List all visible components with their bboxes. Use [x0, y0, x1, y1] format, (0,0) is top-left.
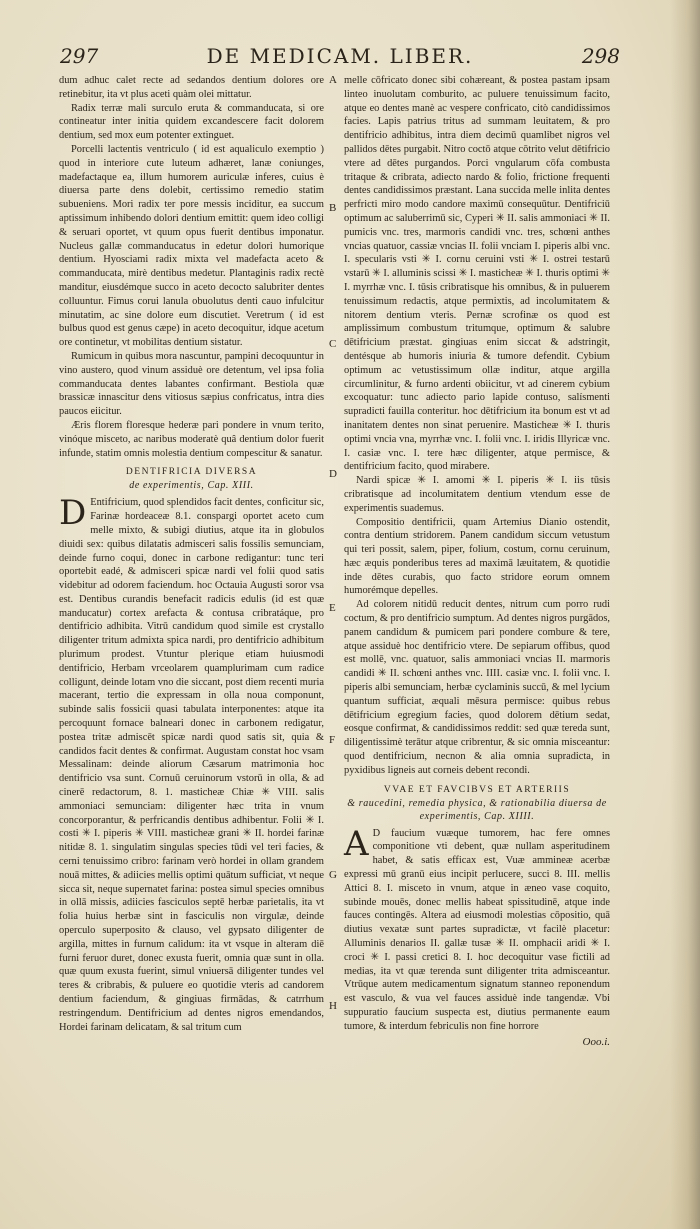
folio-number-right: 298	[581, 44, 620, 68]
chapter-heading-caps: DENTIFRICIA DIVERSA	[125, 467, 258, 478]
page-spine-shadow	[670, 0, 700, 1229]
paragraph: melle cōfricato donec sibi cohæreant, & postea pastam ipsam linteo inuolutam comburito, ac puluere tenuissimum facito, atque eo dentes manè ac vespere confricato, citò candidissimos facies. Lapis patrius tritus ad summam leuitatem, & pro dentifricio adhibitus, intra diem decimū quamlibet nigros vel pallidos dētes purgabit. Nitro coctō atque cōtrito velut dētifricio vtere ad dētes purgandos. Porci vngularum cōfa combusta tritaque & cribrata, adiecto nardo & folio, frictione frequenti dentes candidissimos præstant. Lana succida melle inlita dentes perfricti miro modo candore maximū consequūtur. Dentifriciū optimum ac saluberrimū sic, Cyperi ✳ II. salis ammoniaci ✳ II. pumicis vnc. tres, marmoris candidi vnc. tres, schœni anthes vncias quatuor, cassiæ vncias II. folii vnciam I. piperis albi vnc. I. specularis vsti ✳ I. cornu ceruini vsti ✳ I. ostrei testarū vstarū ✳ I. alluminis scissi ✳ I. masticheæ ✳ I. thuris optimi ✳ I. myrrhæ vnc. I. tūsis cribratisque his omnibus, & in puluerem tenuissimum redactis, atque permixtis, ad incolumitatem & nitorem dentium vteris. Pernæ scrofinæ os quod est amplissimum combustum tritumque, optimum & salubre dētifricium præstat. gingiuas enim siccat & adstringit, dentésque ab humoris iniuria & tumore defendit. Cybium optimum ac vetustissimum ollæ inditur, atque argilla circumlinitur, & furno ardenti obiicitur, vt ad cinerem cybium excoquatur: tunc adiecto pario lapide contuso, salísmenti supradicti fauilla conteritur. hoc dētifricium ita bonum est vt ad inanitatem dentes non sinat peruenire. Masticheæ ✳ I. thuris optimi vncia vna, myrrhæ vnc. I. folii vnc. I. iridis Illyricæ vnc. I. casiæ vnc. I. tere hæc diligenter, atque permisce, & dentifricium facito, quod mirabere.	[344, 75, 610, 473]
margin-letter: D	[329, 468, 337, 480]
paragraph-text: D faucium vuæque tumorem, hac fere omnes componitione vti debent, quæ nullam asperitudinem habet, & satis efficax est, Vuæ ammineæ acerbæ expressi mū granū eius incipit perlucere, succi 8. III. mellis Attici 8. I. misceto in vnum, atque in æneo vase coquito, subinde mouēs, donec mellis habeat spissitudinē, atque inde fauces contingēs. Altera ad eiusmodi molestias cōpositio, quā diutius vexatæ sunt partes supradictæ, vt facilè placetur: Alluminis denarios II. gallæ tusæ ✳ II. omphacii aridi ✳ I. croci ✳ I. passi cretici 8. I. hoc decoquitur vase fictili ad medias, ita vt quæ terenda sunt diligenter trita admisceantur. Vtrūque autem medicamentum signatum stanneo reponendum est vasculo, & vua vel fauces assiduè inde tangendæ. Vbi suppuratio faucium suspecta est, diutius permanente eaum tumore, & interdum febriculis non fine horrore	[344, 827, 610, 1032]
chapter-heading-subtitle: & raucedini, remedia physica, & rationabilia diuersa de experimentis, Cap. XIIII.	[347, 797, 607, 822]
margin-letter: C	[329, 338, 337, 350]
paragraph: Ad colorem nitidū reducit dentes, nitrum cum porro rudi coctum, & pro dentifricio sumptum. Ad dentes nigros purgādos, panem candidum & pumicem pari pondere combure & tere, atque assiduè hoc dentifricio vtere. De sepiarum offibus, quod est mollē, vnc. quatuor, salis ammoniaci vncias II. marmoris candidi ✳ II. schœni anthes vnc. IIII. casiæ vnc. I. folii vnc. I. piperis albi semunciam, herbæ cyclaminis succū, & mel lycium quantum sufficiat, æquali mēsura permisce: quibus rebus dētifricium egregium facies, quod dolorem dētium sedat, eosque confirmat, & candidissimos reddit: sed quæ tereda sunt, diligentissimè terātur atque cribrentur, & sic omnia misceantur: quod dentifricium, necnon & alia omnia supradicta, in pyxidibus ligneis aut corneis debent recondi.	[344, 599, 610, 776]
margin-letter: F	[329, 734, 336, 746]
margin-letter: E	[329, 602, 336, 614]
chapter-heading	[344, 784, 610, 823]
paragraph: Æris florem floresque hederæ pari pondere in vnum terito, vinóque misceto, ac naribus moderatè quâ dentium dolor fuerit infunde, statim omnis molestia dentium compescitur & sanatur.	[59, 419, 324, 459]
paragraph	[344, 823, 610, 1034]
drop-cap: D	[59, 493, 87, 534]
paragraph: Porcelli lactentis ventriculo ( id est aqualiculo exemptio ) quod in interiore cute luteum adhæret, lanæ coniunges, madefactaque ea, illum humorem auriculæ inferes, cuius è diuersa parte dens dolebit, certissimo remedio statim subueniens. Mori radix ter pore messis inciditur, ea succum aptissimum inhibendo dolori dentium emittit: quem ideo colligi & seruari oportet, vt quum opus fuerit dentibus imponatur. Nucleus gallæ commanducatus in edetur dolori humorique dentium. Hyosciami radix mixta vel madefacta aceto & commanducata, mirè dentibus medetur. Plantaginis radix rectè manditur, eiusdémque succo in aceto decocto salubriter dentes colluuntur. Fimus corui lanula obuolutus denti cauo infulcitur minutatim, ac sine dolore eum discutiet. Veretrum ( id est bulbus quod est genus cæpe) in aceto decoquitur, idque acetum ore continetur, vt mobilitas dentium sistatur.	[59, 143, 324, 349]
running-header	[60, 44, 620, 72]
paragraph	[59, 493, 324, 1034]
paragraph: Rumicum in quibus mora nascuntur, pampini decoquuntur in vino austero, quod vinum assiduè ore detentum, vel ipsa folia commanducata dentes labantes confirmant. Bestiola quæ brassicæ innascitur dens vitiosus sæpius confricatus, intra dies paucos eiicitur.	[59, 350, 324, 418]
right-text-column	[344, 74, 610, 1049]
running-title: DE MEDICAM. LIBER.	[206, 44, 474, 68]
paragraph: Radix terræ mali surculo eruta & commanducata, si ore contineatur inter initia quidem excandescere facit dolorem dentium, sed mox eum potenter extinguet.	[59, 102, 324, 142]
chapter-heading-subtitle: de experimentis, Cap. XIII.	[129, 480, 254, 492]
chapter-heading-caps: VVAE ET FAVCIBVS ET ARTERIIS	[383, 784, 571, 795]
margin-letter: A	[329, 74, 337, 86]
margin-section-letters	[326, 74, 342, 1174]
margin-letter: H	[329, 1000, 337, 1012]
margin-letter: B	[329, 202, 337, 214]
margin-letter: G	[329, 869, 337, 881]
paragraph: Nardi spicæ ✳ I. amomi ✳ I. piperis ✳ I. iis tūsis cribratisque ad incolumitatem dentium vtendum esse de experimentis suademus.	[344, 475, 610, 514]
drop-cap: A	[344, 823, 369, 864]
folio-number-left: 297	[60, 44, 99, 68]
paragraph-text: Entifricium, quod splendidos facit dentes, conficitur sic, Farinæ hordeaceæ 8.1. conspargi oportet aceto cum melle mixto, & subigi diutius, atque ita in globulos diuidi sex: quibus dilatatis admisceri salis fossilis semunciam, deinde furno coqui, donec in carbone redigantur: tunc teri oportebit eadé, & admisceri spicæ nardi vel folii quod satis videbitur ad odorem faciendum. hoc Octauia Augusti soror vsa est. Dentibus curandis benefacit radicis edulis (id est quæ manducatur) cortex arefacta & contusa cribratáque, pro dentifricio adhibita. Vitrū candidum quod simile est crystallo diligenter tritum admixta spica nardi, pro dentifricio adhibitum plurimum prodest. Vtuntur plerique etiam huiusmodi dentifricio, Herbam vrceolarem quamplurimam cum radice colligunt, deinde lotam vno die siccant, post diem recenti muria macerant, tertio die expressam in olla noua componunt, subinde salis fossicii quasi tabulata interponentes: atque ita percoquunt fornace balneari donec in carbonem redigatur, postea tritæ admiscēt spicæ nardi quod satis sit, quia & candidos facit dentes & confirmat. Augustam constat hoc vsam Messalinam: deinde aliorum Cæsarum matrimonia hoc dentifricio vsa sunt. Cornuū ceruinorum vstorū in olla, & ad cinerē redactorum, 8. 1. masticheæ Chiæ ✳ VIII. salis ammoniaci semunciam: diligenter hæc trita in vnum concorporantur, & perfricandis dentibus adhibentur. Folii ✳ I. costi ✳ I. piperis ✳ VIII. masticheæ grani ✳ II. hordei farinæ nitidæ 8. 1. singulatim singulas species tūdi vel teri facies, & cerni tenuissimo cribro: farinam verò hordei in ollam grandem nouā mittes, & adiicies mellis optimi quātum sufficiat, vt neque sicca sit, neque supernatet farina: postea simul species omnibus in ollā missis, adiicies fasciculos septē herbæ parietalis, ita vt folia huius herbæ sint in fasciculis non virgulæ, deinde operculo superposito & clauso, vel gypsato diligenter de argilla, mittes in furnum calidum: ita vt vsque in alteram diē furni feruor duret, donec exusta fuerit, omnia quæ sunt in olla. quæ quum exusta fuerint, simul vniuersā diligenter tundes vel teres & cribrabis, & puluere eo quotidie vteris ad candorem dentium faciendum, & gingiuas firmādas, & catrrhum restringendum. Dentifricium ad dentes nigros emendandos, Hordei farinam delicatam, & sal tritum cum	[59, 497, 324, 1033]
paragraph: dum adhuc calet recte ad sedandos dentium dolores ore retinebitur, ita vt plus aceti quàm olei mittatur.	[59, 75, 324, 100]
chapter-heading	[59, 466, 324, 492]
signature-mark: Ooo.i.	[582, 1035, 610, 1048]
left-text-column	[59, 74, 324, 1034]
paragraph: Compositio dentifricii, quam Artemius Dianio ostendit, contra dentium stridorem. Panem candidum siccum vetustum qui teri possit, salem, piper, folium, costum, cornu ceruinum, hæc æquis ponderibus teres ad maximā læuitatem, & quotidie inde dētes curabis, quo facto stridore eorum omnem humorémque depelles.	[344, 516, 610, 597]
